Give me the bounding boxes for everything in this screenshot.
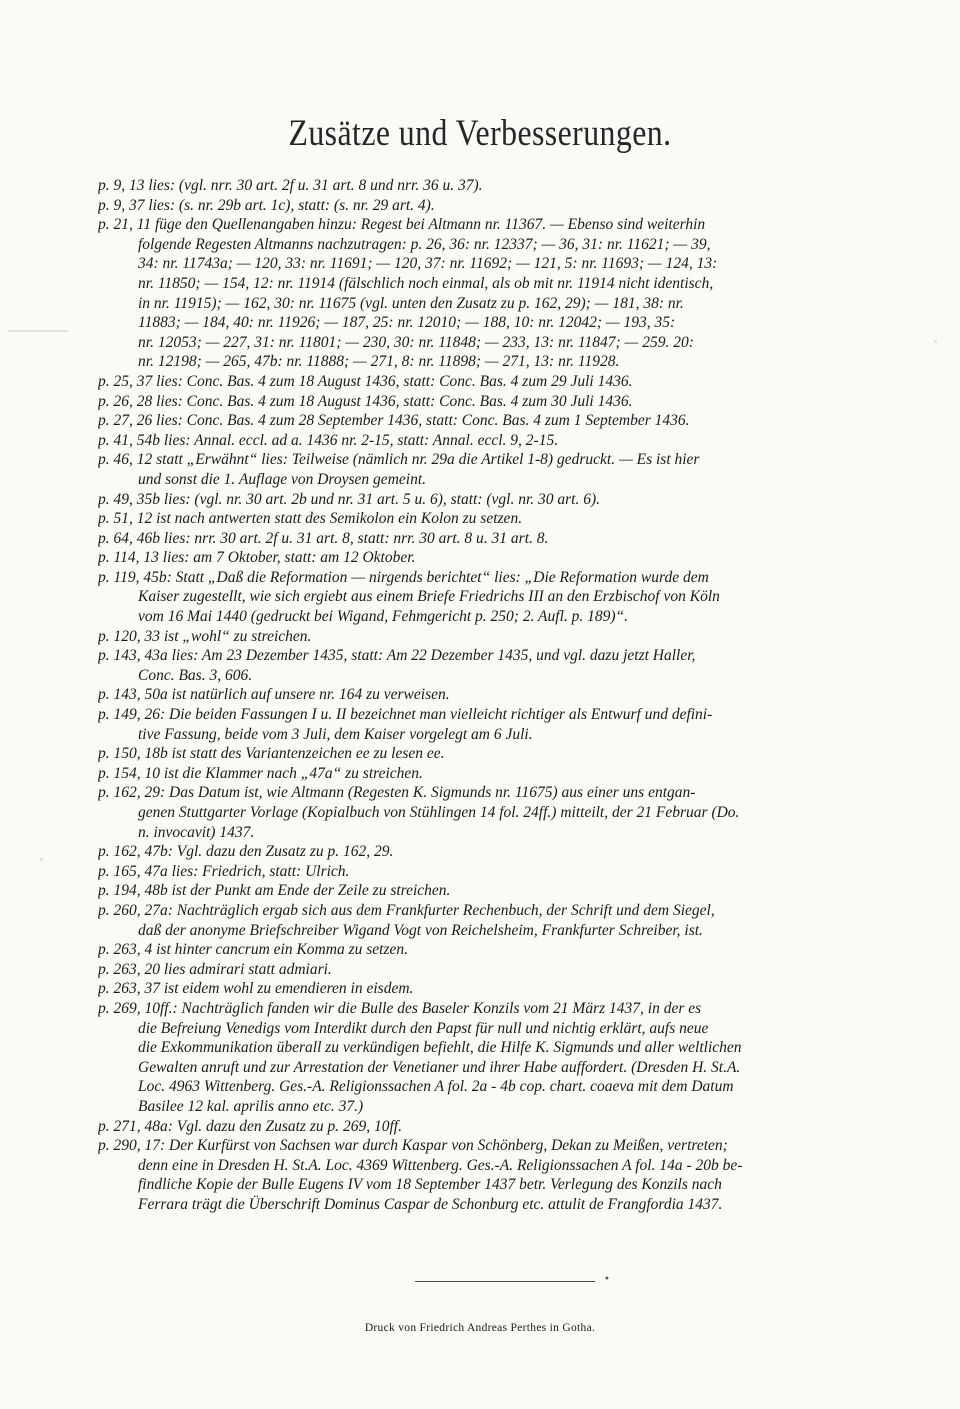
correction-line: tive Fassung, beide vom 3 Juli, dem Kaiser vorgelegt am 6 Juli. (138, 725, 533, 743)
page-title: Zusätze und Verbesserungen. (288, 113, 672, 154)
correction-line: Conc. Bas. 3, 606. (138, 666, 253, 684)
correction-line: p. 165, 47a lies: Friedrich, statt: Ulrich. (98, 862, 350, 880)
correction-line: 11883; — 184, 40: nr. 11926; — 187, 25: nr. 12010; — 188, 10: nr. 12042; — 193, 35: (138, 314, 676, 332)
correction-line: p. 162, 47b: Vgl. dazu den Zusatz zu p. 162, 29. (98, 843, 394, 861)
correction-line: p. 290, 17: Der Kurfürst von Sachsen war durch Kaspar von Schönberg, Dekan zu Meißen, vertreten; (98, 1137, 728, 1155)
correction-line: n. invocavit) 1437. (138, 823, 255, 841)
correction-line: p. 51, 12 ist nach antwerten statt des Semikolon ein Kolon zu setzen. (98, 510, 523, 528)
correction-line: p. 263, 20 lies admirari statt admiari. (98, 960, 332, 978)
correction-line: p. 263, 4 ist hinter cancrum ein Komma zu setzen. (98, 941, 408, 959)
correction-line: p. 46, 12 statt „Erwähnt“ lies: Teilweise (nämlich nr. 29a die Artikel 1-8) gedruckt. — Es ist hier (98, 451, 700, 469)
correction-line: p. 120, 33 ist „wohl“ zu streichen. (98, 627, 312, 645)
correction-line: die Befreiung Venedigs vom Interdikt durch den Papst für null und nichtig erklärt, aufs neue (138, 1019, 709, 1037)
correction-line: genen Stuttgarter Vorlage (Kopialbuch von Stühlingen 14 fol. 24ff.) mitteilt, der 21 Februar (Do. (138, 804, 740, 821)
correction-line: findliche Kopie der Bulle Eugens IV vom 18 September 1437 betr. Verlegung des Konzils nach (138, 1176, 722, 1194)
correction-line: p. 9, 13 lies: (vgl. nrr. 30 art. 2f u. 31 art. 8 und nrr. 36 u. 37). (98, 177, 483, 194)
correction-line: p. 143, 50a ist natürlich auf unsere nr. 164 zu verweisen. (98, 686, 450, 704)
scan-speck (934, 340, 937, 343)
correction-line: p. 64, 46b lies: nrr. 30 art. 2f u. 31 art. 8, statt: nrr. 30 art. 8 u. 31 art. 8. (98, 529, 549, 547)
correction-line: und sonst die 1. Auflage von Droysen gemeint. (138, 470, 426, 488)
correction-line: die Exkommunikation überall zu verkündigen befiehlt, die Hilfe K. Sigmunds und aller weltlichen (138, 1039, 742, 1057)
correction-line: Gewalten anruft und zur Arrestation der Venetianer und ihrer Habe auffordert. (Dresden H. St.A. (138, 1058, 741, 1076)
correction-line: p. 119, 45b: Statt „Daß die Reformation — nirgends berichtet“ lies: „Die Reformation wurde dem (98, 568, 709, 586)
correction-line: p. 271, 48a: Vgl. dazu den Zusatz zu p. 269, 10ff. (98, 1117, 402, 1135)
correction-line: nr. 12053; — 227, 31: nr. 11801; — 230, 30: nr. 11848; — 233, 13: nr. 11847; — 259. 20: (138, 333, 694, 351)
correction-line: p. 162, 29: Das Datum ist, wie Altmann (Regesten K. Sigmunds nr. 11675) aus einer uns entgan- (98, 784, 696, 802)
correction-line: p. 25, 37 lies: Conc. Bas. 4 zum 18 August 1436, statt: Conc. Bas. 4 zum 29 Juli 1436. (98, 372, 633, 390)
correction-line: p. 149, 26: Die beiden Fassungen I u. II bezeichnet man vielleicht richtiger als Entwurf und defini- (98, 706, 713, 724)
correction-line: nr. 11850; — 154, 12: nr. 11914 (fälschlich noch einmal, als ob mit nr. 11914 nicht identisch, (138, 274, 714, 292)
correction-line: folgende Regesten Altmanns nachzutragen: p. 26, 36: nr. 12337; — 36, 31: nr. 11621; — 39, (138, 235, 711, 253)
correction-line: Ferrara trägt die Überschrift Dominus Caspar de Schonburg etc. attulit de Frangfordia 1437. (138, 1195, 723, 1213)
correction-line: denn eine in Dresden H. St.A. Loc. 4369 Wittenberg. Ges.-A. Religionssachen A fol. 14a - 20b be- (138, 1156, 743, 1174)
correction-line: p. 269, 10ff.: Nachträglich fanden wir die Bulle des Baseler Konzils vom 21 März 1437, in der es (98, 999, 702, 1017)
correction-line: p. 27, 26 lies: Conc. Bas. 4 zum 28 September 1436, statt: Conc. Bas. 4 zum 1 September 1436. (98, 412, 690, 430)
correction-line: p. 143, 43a lies: Am 23 Dezember 1435, statt: Am 22 Dezember 1435, und vgl. dazu jetzt Haller, (98, 647, 696, 665)
correction-line: vom 16 Mai 1440 (gedruckt bei Wigand, Fehmgericht p. 250; 2. Aufl. p. 189)“. (138, 608, 629, 626)
correction-line: nr. 12198; — 265, 47b: nr. 11888; — 271, 8: nr. 11898; — 271, 13: nr. 11928. (138, 353, 620, 371)
separator-rule (415, 1281, 595, 1282)
correction-line: p. 194, 48b ist der Punkt am Ende der Zeile zu streichen. (98, 882, 451, 900)
printer-colophon: Druck von Friedrich Andreas Perthes in Gotha. (364, 1322, 596, 1334)
correction-line: p. 9, 37 lies: (s. nr. 29b art. 1c), statt: (s. nr. 29 art. 4). (98, 196, 435, 214)
correction-line: p. 21, 11 füge den Quellenangaben hinzu: Regest bei Altmann nr. 11367. — Ebenso sind weiterhin (98, 216, 706, 234)
correction-line: in nr. 11915); — 162, 30: nr. 11675 (vgl. unten den Zusatz zu p. 162, 29); — 181, 38: nr. (138, 294, 684, 312)
correction-line: p. 49, 35b lies: (vgl. nr. 30 art. 2b und nr. 31 art. 5 u. 6), statt: (vgl. nr. 30 art. 6). (98, 490, 601, 508)
correction-line: p. 150, 18b ist statt des Variantenzeichen ee zu lesen ee. (98, 745, 445, 763)
correction-line: Kaiser zugestellt, wie sich ergiebt aus einem Briefe Friedrichs III an den Erzbischof von Köln (138, 588, 720, 606)
ornament-mark: • (604, 1274, 610, 1285)
correction-line: p. 263, 37 ist eidem wohl zu emendieren in eisdem. (98, 980, 414, 998)
correction-line: p. 154, 10 ist die Klammer nach „47a“ zu streichen. (98, 764, 423, 782)
corrections-list (98, 176, 878, 1214)
correction-line: daß der anonyme Briefschreiber Wigand Vogt von Reichelsheim, Frankfurter Schreiber, ist. (138, 921, 703, 939)
correction-line: Loc. 4963 Wittenberg. Ges.-A. Religionssachen A fol. 2a - 4b cop. chart. coaeva mit dem Datum (138, 1078, 734, 1096)
correction-line: p. 114, 13 lies: am 7 Oktober, statt: am 12 Oktober. (98, 549, 416, 567)
correction-line: 34: nr. 11743a; — 120, 33: nr. 11691; — 120, 37: nr. 11692; — 121, 5: nr. 11693; — 124, 13: (138, 255, 718, 273)
correction-line: p. 26, 28 lies: Conc. Bas. 4 zum 18 August 1436, statt: Conc. Bas. 4 zum 30 Juli 1436. (98, 392, 633, 410)
correction-line: p. 260, 27a: Nachträglich ergab sich aus dem Frankfurter Rechenbuch, der Schrift und dem Siegel, (98, 901, 715, 919)
correction-line: Basilee 12 kal. aprilis anno etc. 37.) (138, 1097, 364, 1115)
correction-line: p. 41, 54b lies: Annal. eccl. ad a. 1436 nr. 2-15, statt: Annal. eccl. 9, 2-15. (98, 431, 559, 449)
scan-smudge (8, 330, 68, 332)
scan-speck (40, 858, 43, 861)
